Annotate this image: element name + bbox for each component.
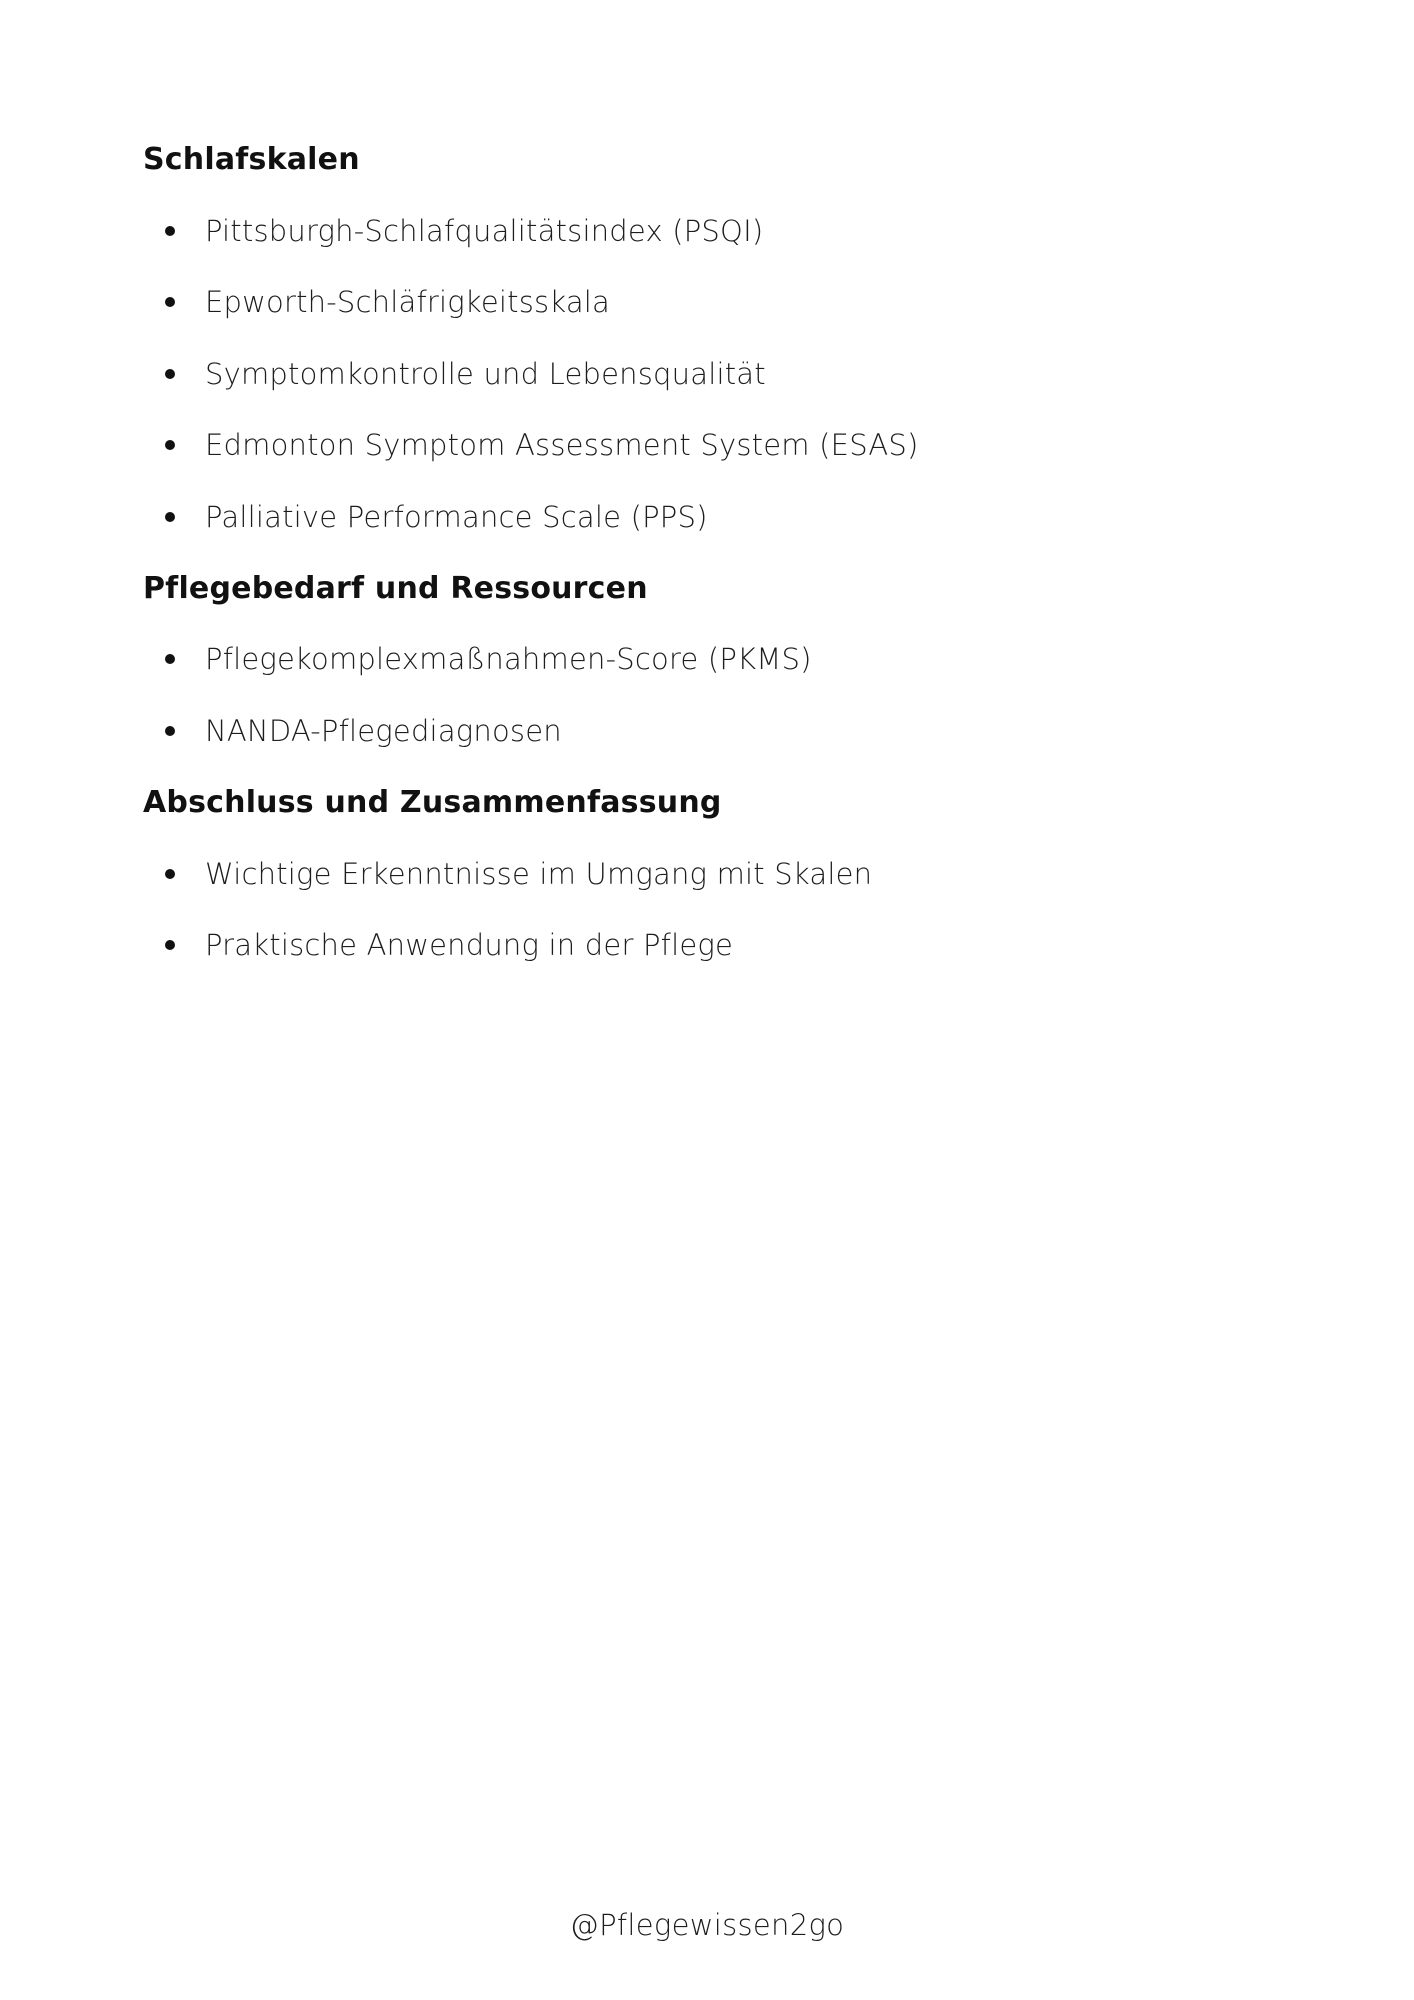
- bullet-icon: [165, 512, 175, 522]
- list-item: [143, 624, 1334, 695]
- list-item: [143, 267, 1334, 338]
- bullet-icon: [165, 940, 175, 950]
- bullet-icon: [165, 440, 175, 450]
- bullet-icon: [165, 369, 175, 379]
- list-item-label: Pflegekomplexmaßnahmen-Score (PKMS): [205, 642, 812, 677]
- list-item: [143, 838, 1334, 909]
- list-item-label: Edmonton Symptom Assessment System (ESAS): [205, 428, 919, 463]
- list-item: [143, 481, 1334, 552]
- bullet-icon: [165, 726, 175, 736]
- list-item: [143, 338, 1334, 409]
- list-item: [143, 695, 1334, 766]
- bullet-icon: [165, 654, 175, 664]
- section-heading-pflegebedarf: Pflegebedarf und Ressourcen: [143, 570, 648, 606]
- list-item: [143, 909, 1334, 980]
- bullet-icon: [165, 869, 175, 879]
- section-heading-schlafskalen: Schlafskalen: [143, 142, 360, 178]
- list-item-label: Praktische Anwendung in der Pflege: [205, 927, 734, 962]
- list-item-label: Epworth-Schläfrigkeitsskala: [205, 285, 611, 320]
- section-heading-abschluss: Abschluss und Zusammenfassung: [143, 784, 722, 820]
- list-item: [143, 195, 1334, 266]
- list-item-label: Symptomkontrolle und Lebensqualität: [205, 356, 766, 391]
- footer-handle: @Pflegewissen2go: [569, 1908, 845, 1942]
- list-item: [143, 410, 1334, 481]
- list-item-label: Wichtige Erkenntnisse im Umgang mit Skalen: [205, 856, 873, 891]
- list-item-label: Palliative Performance Scale (PPS): [205, 499, 708, 534]
- bullet-icon: [165, 297, 175, 307]
- bullet-icon: [165, 226, 175, 236]
- list-item-label: Pittsburgh-Schlafqualitätsindex (PSQI): [205, 214, 764, 249]
- list-item-label: NANDA-Pflegediagnosen: [205, 713, 562, 748]
- document-body: [143, 124, 1334, 981]
